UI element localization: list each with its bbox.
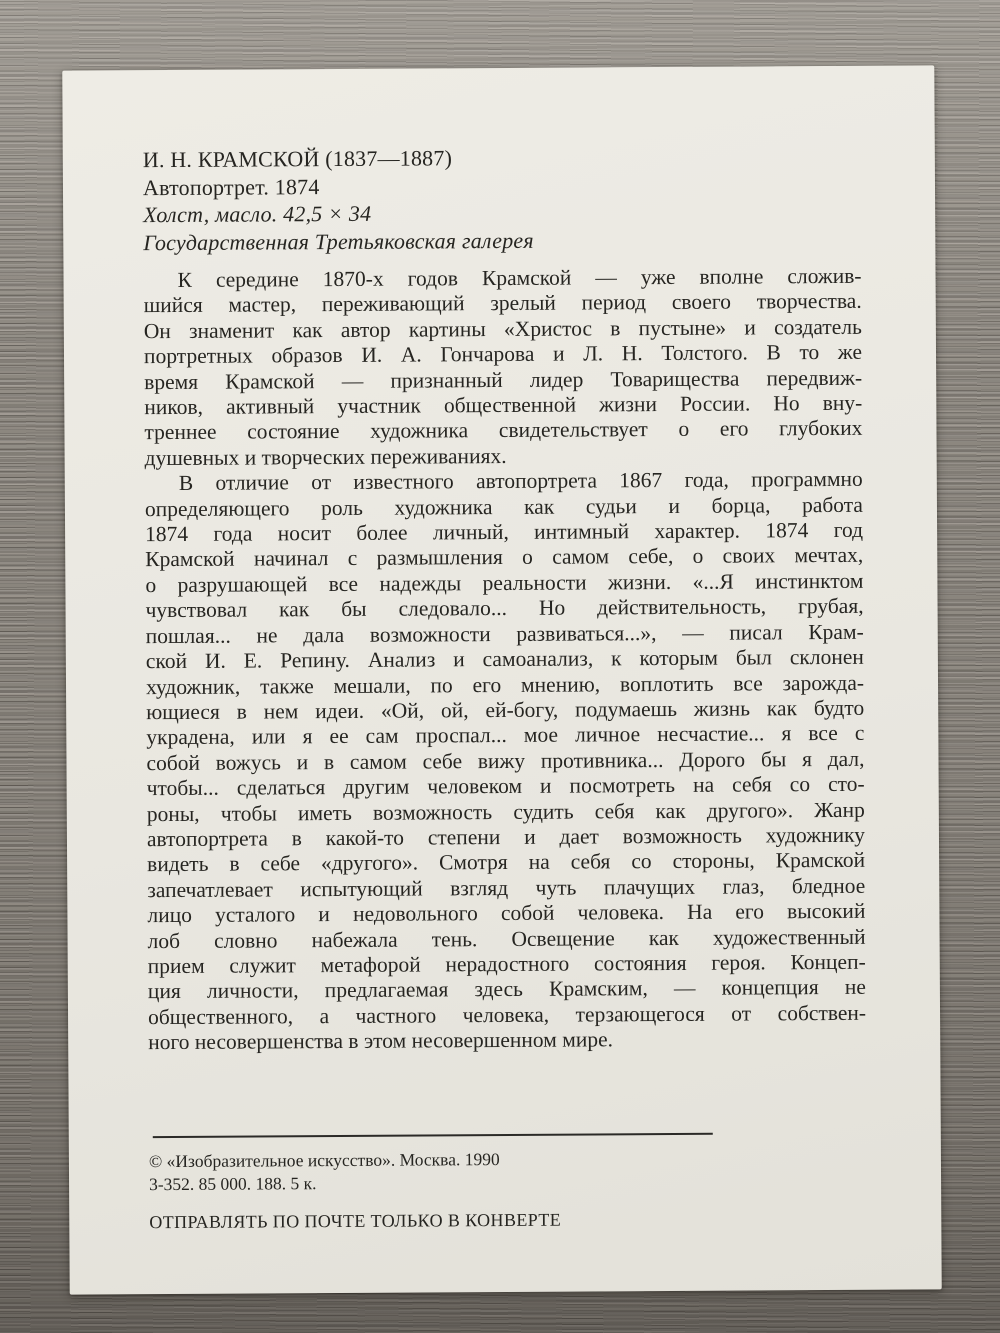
text-line: о разрушающей все надежды реальности жизни. «...Я инстинктом (145, 568, 864, 598)
copyright-line: © «Изобразительное искусство». Москва. 1990 (148, 1149, 500, 1172)
divider-line (153, 1133, 713, 1138)
postcard-back (62, 65, 941, 1294)
artwork-title: Автопортрет. 1874 (142, 173, 320, 200)
text-line: ция личности, предлагаемая здесь Крамским, — концепция не (147, 975, 866, 1004)
museum-name: Государственная Третьяковская галерея (143, 227, 534, 255)
text-line: собой вожусь и в самом себе вижу противника... Дорого бы я дал, (146, 746, 865, 775)
text-line: роны, чтобы иметь возможность судить себя как другого». Жанр (146, 797, 865, 826)
text-line: пошлая... не дала возможности развиваться...», — писал Крам- (145, 619, 864, 648)
text-line: общественного, а частного человека, терзающегося от собствен- (147, 1000, 867, 1029)
text-line: треннее состояние художника свидетельствует о его глубоких (144, 416, 863, 445)
text-line: ской И. Е. Репину. Анализ и самоанализ, к которым был склонен (145, 644, 864, 674)
print-code-line: 3-352. 85 000. 188. 5 к. (149, 1173, 317, 1195)
text-line: запечатлевает испытующий взгляд чуть плачущих глаз, бледное (147, 873, 866, 902)
text-line: шийся мастер, переживающий зрелый период своего творчества. (143, 289, 862, 318)
text-line: ников, активный участник общественной жизни России. Но вну- (144, 390, 863, 420)
text-line: ющиеся в нем идеи. «Ой, ой, ей-богу, подумаешь жизнь как будто (146, 695, 865, 725)
text-line: автопортрета в какой-то степени и дает возможность художнику (146, 822, 866, 852)
mail-notice: ОТПРАВЛЯТЬ ПО ПОЧТЕ ТОЛЬКО В КОНВЕРТЕ (149, 1209, 562, 1233)
text-line: К середине 1870-х годов Крамской — уже вполне сложив- (177, 263, 862, 292)
text-line: время Крамской — признанный лидер Товарищества передвиж- (144, 365, 863, 394)
text-line: портретных образов И. А. Гончарова и Л. Н. Толстого. В то же (143, 340, 863, 369)
text-line: прием служит метафорой нерадостного состояния героя. Концеп- (147, 949, 866, 979)
text-line: видеть в себе «другого». Смотря на себя со стороны, Крамской (147, 848, 866, 877)
text-line: В отличие от известного автопортрета 1867 года, программно (178, 467, 863, 496)
text-line: чтобы... сделаться другим человеком и посмотреть на себя со сто- (146, 771, 865, 801)
text-line: лицо усталого и недовольного собой человека. На его высокий (147, 898, 866, 928)
text-line: чувствовал как бы следовало... Но действительность, грубая, (145, 594, 864, 623)
artwork-medium: Холст, масло. 42,5 × 34 (143, 200, 372, 228)
text-line: украдена, или я ее сам проспал... мое личное несчастие... я все с (146, 721, 865, 750)
text-line: лоб словно набежала тень. Освещение как художественный (147, 924, 866, 953)
text-line: душевных и творческих переживаниях. (144, 443, 507, 471)
text-line: определяющего роль художника как судьи и борца, работа (144, 492, 864, 521)
text-line: Он знаменит как автор картины «Христос в пустыне» и создатель (143, 314, 862, 343)
footer-block (149, 1132, 868, 1233)
body-text (143, 264, 866, 1056)
text-line: художник, также мешали, по его мнению, воплотить все зарожда- (145, 670, 865, 699)
text-line: Крамской начинал с размышления о самом себе, о своих мечтах, (145, 543, 864, 572)
text-line: ного несовершенства в этом несовершенном мире. (148, 1027, 614, 1055)
text-line: 1874 года носит более личный, интимный характер. 1874 год (145, 517, 864, 547)
artist-name: И. Н. КРАМСКОЙ (1837—1887) (142, 145, 453, 173)
caption-block (143, 142, 862, 256)
